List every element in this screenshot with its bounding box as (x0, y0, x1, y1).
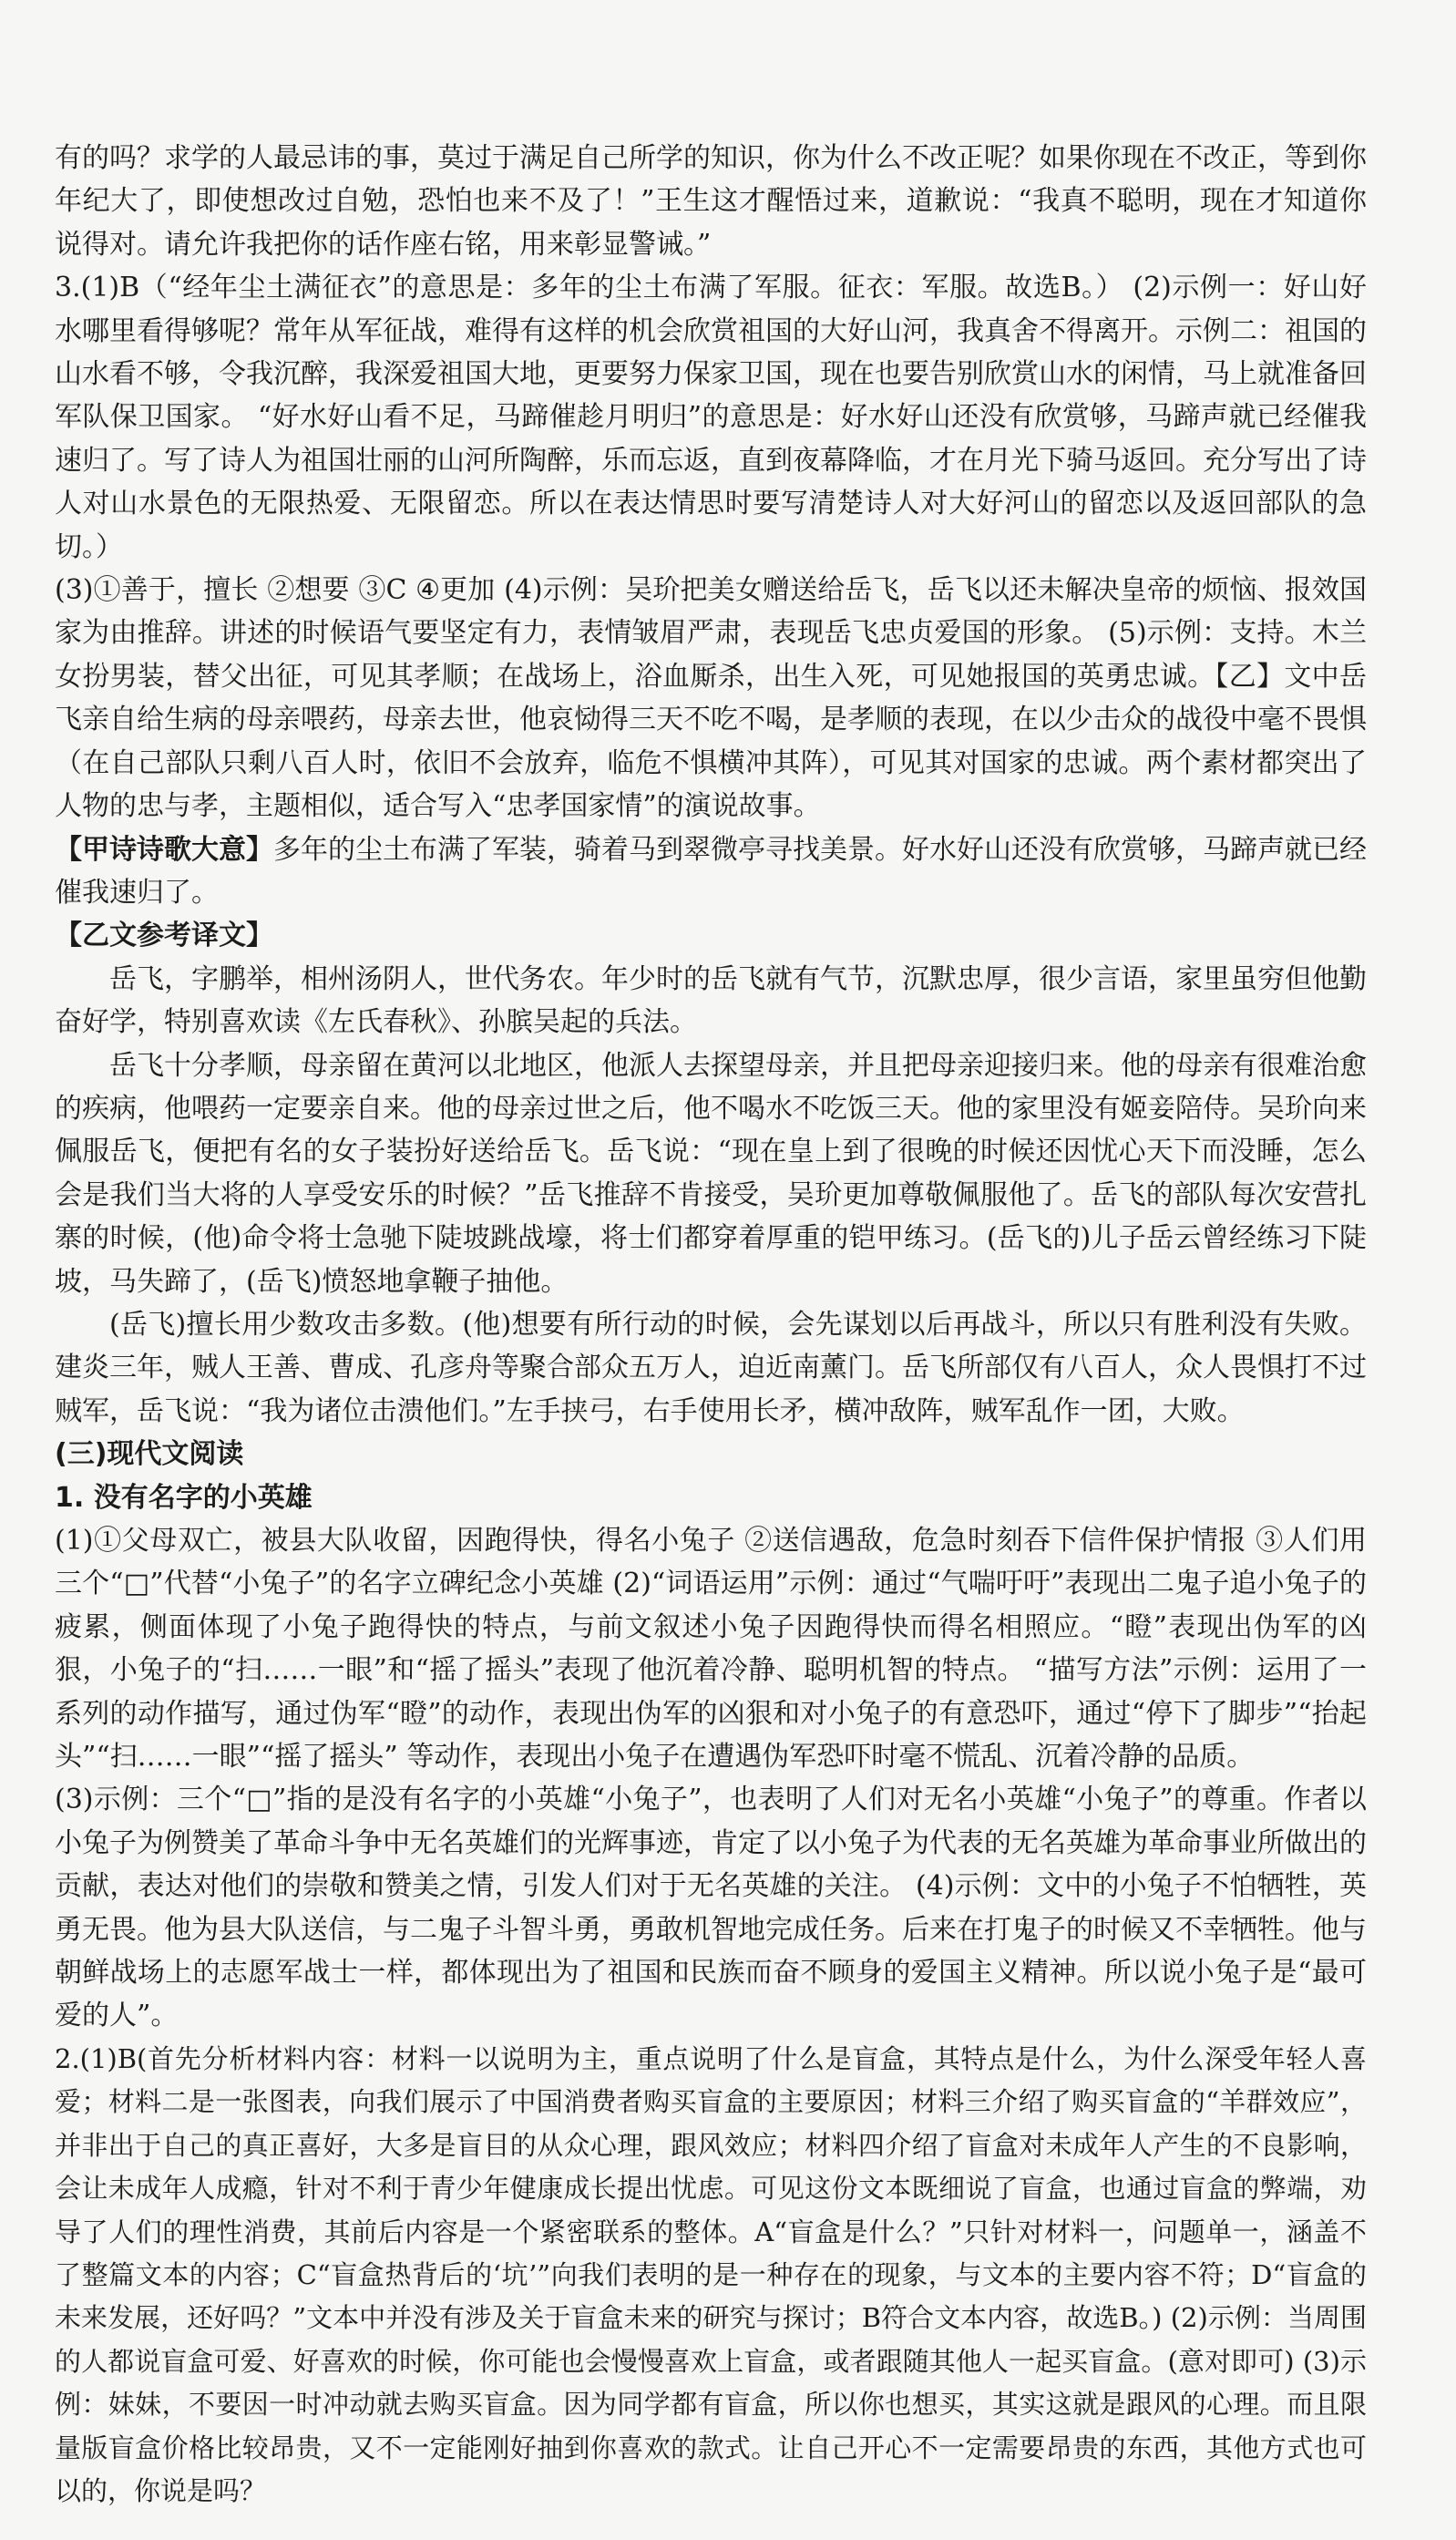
translation-heading: 【乙文参考译文】 (55, 920, 273, 952)
translation-paragraph: (岳飞)擅长用少数攻击多数。(他)想要有所行动的时候，会先谋划以后再战斗，所以只有胜利没有失败。建炎三年，贼人王善、曹成、孔彦舟等聚合部众五万人，迫近南薰门。岳飞所部仅有八百人，众人畏惧打不过贼军，岳飞说：“我为诸位击溃他们。”左手挟弓，右手使用长矛，横冲敌阵，贼军乱作一团，大败。 (55, 1308, 1367, 1427)
translation-paragraph: 岳飞，字鹏举，相州汤阴人，世代务农。年少时的岳飞就有气节，沉默忠厚，很少言语，家里虽穷但他勤奋好学，特别喜欢读《左氏春秋》、孙膑吴起的兵法。 (55, 962, 1367, 1039)
section-heading: (三)现代文阅读 (55, 1438, 244, 1471)
answer-1-part-a: (1)①父母双亡，被县大队收留，因跑得快，得名小兔子 ②送信遇敌，危急时刻吞下信件保护情报 ③人们用三个“□”代替“小兔子”的名字立碑纪念小英雄 (2)“词语运用”示例：通过“气喘吁吁”表现出二鬼子追小兔子的疲累，侧面体现了小兔子跑得快的特点，与前文叙述小兔子因跑得快而得名相照应。“瞪”表现出伪军的凶狠，小兔子的“扫……一眼”和“摇了摇头”表现了他沉着冷静、聪明机智的特点。 “描写方法”示例：运用了一系列的动作描写，通过伪军“瞪”的动作，表现出伪军的凶狠和对小兔子的有意恐吓，通过“停下了脚步”“抬起头”“扫……一眼”“摇了摇头” 等动作，表现出小兔子在遭遇伪军恐吓时毫不慌乱、沉着冷静的品质。 (55, 1525, 1367, 1774)
answer-3-poem: 3.(1)B（“经年尘土满征衣”的意思是：多年的尘土布满了军服。征衣：军服。故选B。） (2)示例一：好山好水哪里看得够呢？常年从军征战，难得有这样的机会欣赏祖国的大好山河，我真舍不得离开。示例二：祖国的山水看不够，令我沉醉，我深爱祖国大地，更要努力保家卫国，现在也要告别欣赏山水的闲情，马上就准备回军队保卫国家。 “好水好山看不足，马蹄催趁月明归”的意思是：好水好山还没有欣赏够，马蹄声就已经催我速归了。写了诗人为祖国壮丽的山河所陶醉，乐而忘返，直到夜幕降临，才在月光下骑马返回。充分写出了诗人对山水景色的无限热爱、无限留恋。所以在表达情思时要写清楚诗人对大好河山的留恋以及返回部队的急切。） (55, 272, 1367, 563)
poem-meaning-heading: 【甲诗诗歌大意】 (55, 833, 273, 866)
answer-page (55, 137, 1367, 2513)
question-title: 1. 没有名字的小英雄 (55, 1481, 313, 1514)
paragraph-continuation: 有的吗？求学的人最忌讳的事，莫过于满足自己所学的知识，你为什么不改正呢？如果你现在不改正，等到你年纪大了，即使想改过自勉，恐怕也来不及了！”王生这才醒悟过来，道歉说：“我真不聪明，现在才知道你说得对。请允许我把你的话作座右铭，用来彰显警诫。” (55, 142, 1367, 261)
poem-meaning (55, 828, 1367, 915)
answer-3-classical: (3)①善于，擅长 ②想要 ③C ④更加 (4)示例：吴玠把美女赠送给岳飞，岳飞以还未解决皇帝的烦恼、报效国家为由推辞。讲述的时候语气要坚定有力，表情皱眉严肃，表现岳飞忠贞爱国的形象。 (5)示例：支持。木兰女扮男装，替父出征，可见其孝顺；在战场上，浴血厮杀，出生入死，可见她报国的英勇忠诚。【乙】文中岳飞亲自给生病的母亲喂药，母亲去世，他哀恸得三天不吃不喝，是孝顺的表现，在以少击众的战役中毫不畏惧（在自己部队只剩八百人时，依旧不会放弃，临危不惧横冲其阵），可见其对国家的忠诚。两个素材都突出了人物的忠与孝，主题相似，适合写入“忠孝国家情”的演说故事。 (55, 574, 1367, 823)
answer-1-part-b: (3)示例：三个“□”指的是没有名字的小英雄“小兔子”，也表明了人们对无名小英雄“小兔子”的尊重。作者以小兔子为例赞美了革命斗争中无名英雄们的光辉事迹，肯定了以小兔子为代表的无名英雄为革命事业所做出的贡献，表达对他们的崇敬和赞美之情，引发人们对于无名英雄的关注。 (4)示例：文中的小兔子不怕牺牲，英勇无畏。他为县大队送信，与二鬼子斗智斗勇，勇敢机智地完成任务。后来在打鬼子的时候又不幸牺牲。他与朝鲜战场上的志愿军战士一样，都体现出为了祖国和民族而奋不顾身的爱国主义精神。所以说小兔子是“最可爱的人”。 (55, 1784, 1367, 2032)
answer-2: 2.(1)B(首先分析材料内容：材料一以说明为主，重点说明了什么是盲盒，其特点是什么，为什么深受年轻人喜爱；材料二是一张图表，向我们展示了中国消费者购买盲盒的主要原因；材料三介绍了购买盲盒的“羊群效应”，并非出于自己的真正喜好，大多是盲目的从众心理，跟风效应；材料四介绍了盲盒对未成年人产生的不良影响，会让未成年人成瘾，针对不利于青少年健康成长提出忧虑。可见这份文本既细说了盲盒，也通过盲盒的弊端，劝导了人们的理性消费，其前后内容是一个紧密联系的整体。A“盲盒是什么？”只针对材料一，问题单一，涵盖不了整篇文本的内容；C“盲盒热背后的‘坑’”向我们表明的是一种存在的现象，与文本的主要内容不符；D“盲盒的未来发展，还好吗？”文本中并没有涉及关于盲盒未来的研究与探讨；B符合文本内容，故选B。) (2)示例：当周围的人都说盲盒可爱、好喜欢的时候，你可能也会慢慢喜欢上盲盒，或者跟随其他人一起买盲盒。(意对即可) (3)示例：妹妹，不要因一时冲动就去购买盲盒。因为同学都有盲盒，所以你也想买，其实这就是跟风的心理。而且限量版盲盒价格比较昂贵，又不一定能刚好抽到你喜欢的款式。让自己开心不一定需要昂贵的东西，其他方式也可以的，你说是吗？ (55, 2042, 1367, 2506)
poem-meaning-text: 多年的尘土布满了军装，骑着马到翠微亭寻找美景。好水好山还没有欣赏够，马蹄声就已经催我速归了。 (55, 833, 1367, 909)
translation-paragraph: 岳飞十分孝顺，母亲留在黄河以北地区，他派人去探望母亲，并且把母亲迎接归来。他的母亲有很难治愈的疾病，他喂药一定要亲自来。他的母亲过世之后，他不喝水不吃饭三天。他的家里没有姬妾陪侍。吴玠向来佩服岳飞，便把有名的女子装扮好送给岳飞。岳飞说：“现在皇上到了很晚的时候还因忧心天下而没睡，怎么会是我们当大将的人享受安乐的时候？”岳飞推辞不肯接受，吴玠更加尊敬佩服他了。岳飞的部队每次安营扎寨的时候，(他)命令将士急驰下陡坡跳战壕，将士们都穿着厚重的铠甲练习。(岳飞的)儿子岳云曾经练习下陡坡，马失蹄了，(岳飞)愤怒地拿鞭子抽他。 (55, 1049, 1367, 1298)
